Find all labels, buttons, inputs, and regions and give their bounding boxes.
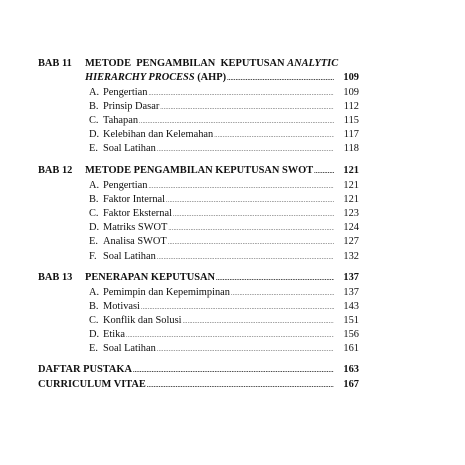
page-number: 137 xyxy=(343,287,359,298)
chapter-title-italic: ANALYTIC xyxy=(287,58,339,69)
page-number: 151 xyxy=(343,315,359,326)
item-title: Konflik dan Solusi xyxy=(103,315,182,326)
toc-entry xyxy=(85,71,359,86)
dot-leader xyxy=(147,379,334,393)
chapter-label: BAB 13 xyxy=(38,272,73,283)
item-title: Kelebihan dan Kelemahan xyxy=(103,129,214,140)
dot-leader xyxy=(157,251,334,265)
item-letter: C. xyxy=(89,208,99,219)
item-title: Faktor Internal xyxy=(103,194,166,205)
toc-entry xyxy=(103,300,359,315)
toc-entry xyxy=(103,128,359,143)
page-number: 132 xyxy=(343,251,359,262)
item-letter: A. xyxy=(89,180,100,191)
item-title: Soal Latihan xyxy=(103,343,156,354)
page-number: 127 xyxy=(343,236,359,247)
item-letter: D. xyxy=(89,129,100,140)
dot-leader xyxy=(166,194,334,208)
item-letter: A. xyxy=(89,287,100,298)
toc-entry xyxy=(103,179,359,194)
item-title: Analisa SWOT xyxy=(103,236,167,247)
dot-leader xyxy=(314,165,334,179)
dot-leader xyxy=(139,115,334,129)
page-number: 121 xyxy=(343,180,359,191)
chapter-12-heading xyxy=(38,164,359,178)
item-title: Soal Latihan xyxy=(103,251,156,262)
dot-leader xyxy=(227,72,334,86)
toc-entry xyxy=(103,314,359,329)
item-letter: B. xyxy=(89,301,99,312)
page-number: 117 xyxy=(343,129,359,140)
dot-leader xyxy=(168,236,334,250)
page-number: 109 xyxy=(343,72,359,83)
toc-entry xyxy=(38,363,359,378)
toc-entry xyxy=(103,328,359,343)
page-number: 118 xyxy=(343,143,359,154)
chapter-title: PENERAPAN KEPUTUSAN xyxy=(85,272,215,283)
item-title: Prinsip Dasar xyxy=(103,101,160,112)
chapter-11-heading xyxy=(38,57,359,71)
item-title: Pengertian xyxy=(103,87,148,98)
chapter-title-line1 xyxy=(85,57,338,71)
item-letter: E. xyxy=(89,236,98,247)
item-title: Pengertian xyxy=(103,180,148,191)
toc-entry xyxy=(103,142,359,157)
toc-entry xyxy=(103,286,359,301)
page-number: 167 xyxy=(343,379,359,390)
toc-entry xyxy=(103,221,359,236)
dot-leader xyxy=(168,222,334,236)
dot-leader xyxy=(183,315,334,329)
item-letter: D. xyxy=(89,222,100,233)
page-number: 143 xyxy=(343,301,359,312)
dot-leader xyxy=(126,329,334,343)
chapter-11-heading-line2 xyxy=(85,71,359,85)
toc-entry xyxy=(103,100,359,115)
item-letter: B. xyxy=(89,101,99,112)
dot-leader xyxy=(214,129,334,143)
item-letter: A. xyxy=(89,87,100,98)
toc-entry xyxy=(103,235,359,250)
page-number: 163 xyxy=(343,364,359,375)
toc-entry xyxy=(103,86,359,101)
item-title: Matriks SWOT xyxy=(103,222,168,233)
item-title: Etika xyxy=(103,329,125,340)
chapter-title-text: (AHP) xyxy=(194,72,227,83)
item-title: Tahapan xyxy=(103,115,139,126)
dot-leader xyxy=(173,208,334,222)
page-number: 137 xyxy=(343,272,359,283)
toc-entry xyxy=(103,114,359,129)
item-title: Soal Latihan xyxy=(103,143,156,154)
page-number: 112 xyxy=(343,101,359,112)
toc-entry xyxy=(103,342,359,357)
back-matter-title: DAFTAR PUSTAKA xyxy=(38,364,132,375)
page-number: 123 xyxy=(343,208,359,219)
toc-entry xyxy=(85,164,359,179)
dot-leader xyxy=(157,343,334,357)
item-letter: F. xyxy=(89,251,97,262)
chapter-label: BAB 12 xyxy=(38,165,73,176)
page-number: 109 xyxy=(343,87,359,98)
page-number: 115 xyxy=(343,115,359,126)
item-letter: C. xyxy=(89,115,99,126)
toc-entry xyxy=(103,193,359,208)
toc-entry xyxy=(38,378,359,393)
item-title: Pemimpin dan Kepemimpinan xyxy=(103,287,230,298)
dot-leader xyxy=(157,143,334,157)
chapter-13-heading xyxy=(38,271,359,285)
page-number: 156 xyxy=(343,329,359,340)
toc-entry xyxy=(103,250,359,265)
item-letter: E. xyxy=(89,343,98,354)
back-matter-title: CURRICULUM VITAE xyxy=(38,379,146,390)
item-title: Faktor Eksternal xyxy=(103,208,172,219)
chapter-label: BAB 11 xyxy=(38,58,72,69)
item-letter: B. xyxy=(89,194,99,205)
page-number: 121 xyxy=(343,194,359,205)
page-number: 161 xyxy=(343,343,359,354)
dot-leader xyxy=(148,87,334,101)
toc-entry xyxy=(103,207,359,222)
dot-leader xyxy=(160,101,334,115)
chapter-title-text: METODE PENGAMBILAN KEPUTUSAN xyxy=(85,58,288,69)
dot-leader xyxy=(141,301,334,315)
dot-leader xyxy=(231,287,334,301)
toc-entry xyxy=(85,271,359,286)
item-letter: C. xyxy=(89,315,99,326)
dot-leader xyxy=(216,272,334,286)
chapter-title-italic: HIERARCHY PROCESS xyxy=(85,72,195,83)
chapter-title-line2 xyxy=(85,71,226,85)
item-title: Motivasi xyxy=(103,301,140,312)
chapter-title: METODE PENGAMBILAN KEPUTUSAN SWOT xyxy=(85,165,314,176)
item-letter: E. xyxy=(89,143,98,154)
page-number: 124 xyxy=(343,222,359,233)
dot-leader xyxy=(148,180,334,194)
item-letter: D. xyxy=(89,329,100,340)
dot-leader xyxy=(133,364,334,378)
page-number: 121 xyxy=(343,165,359,176)
